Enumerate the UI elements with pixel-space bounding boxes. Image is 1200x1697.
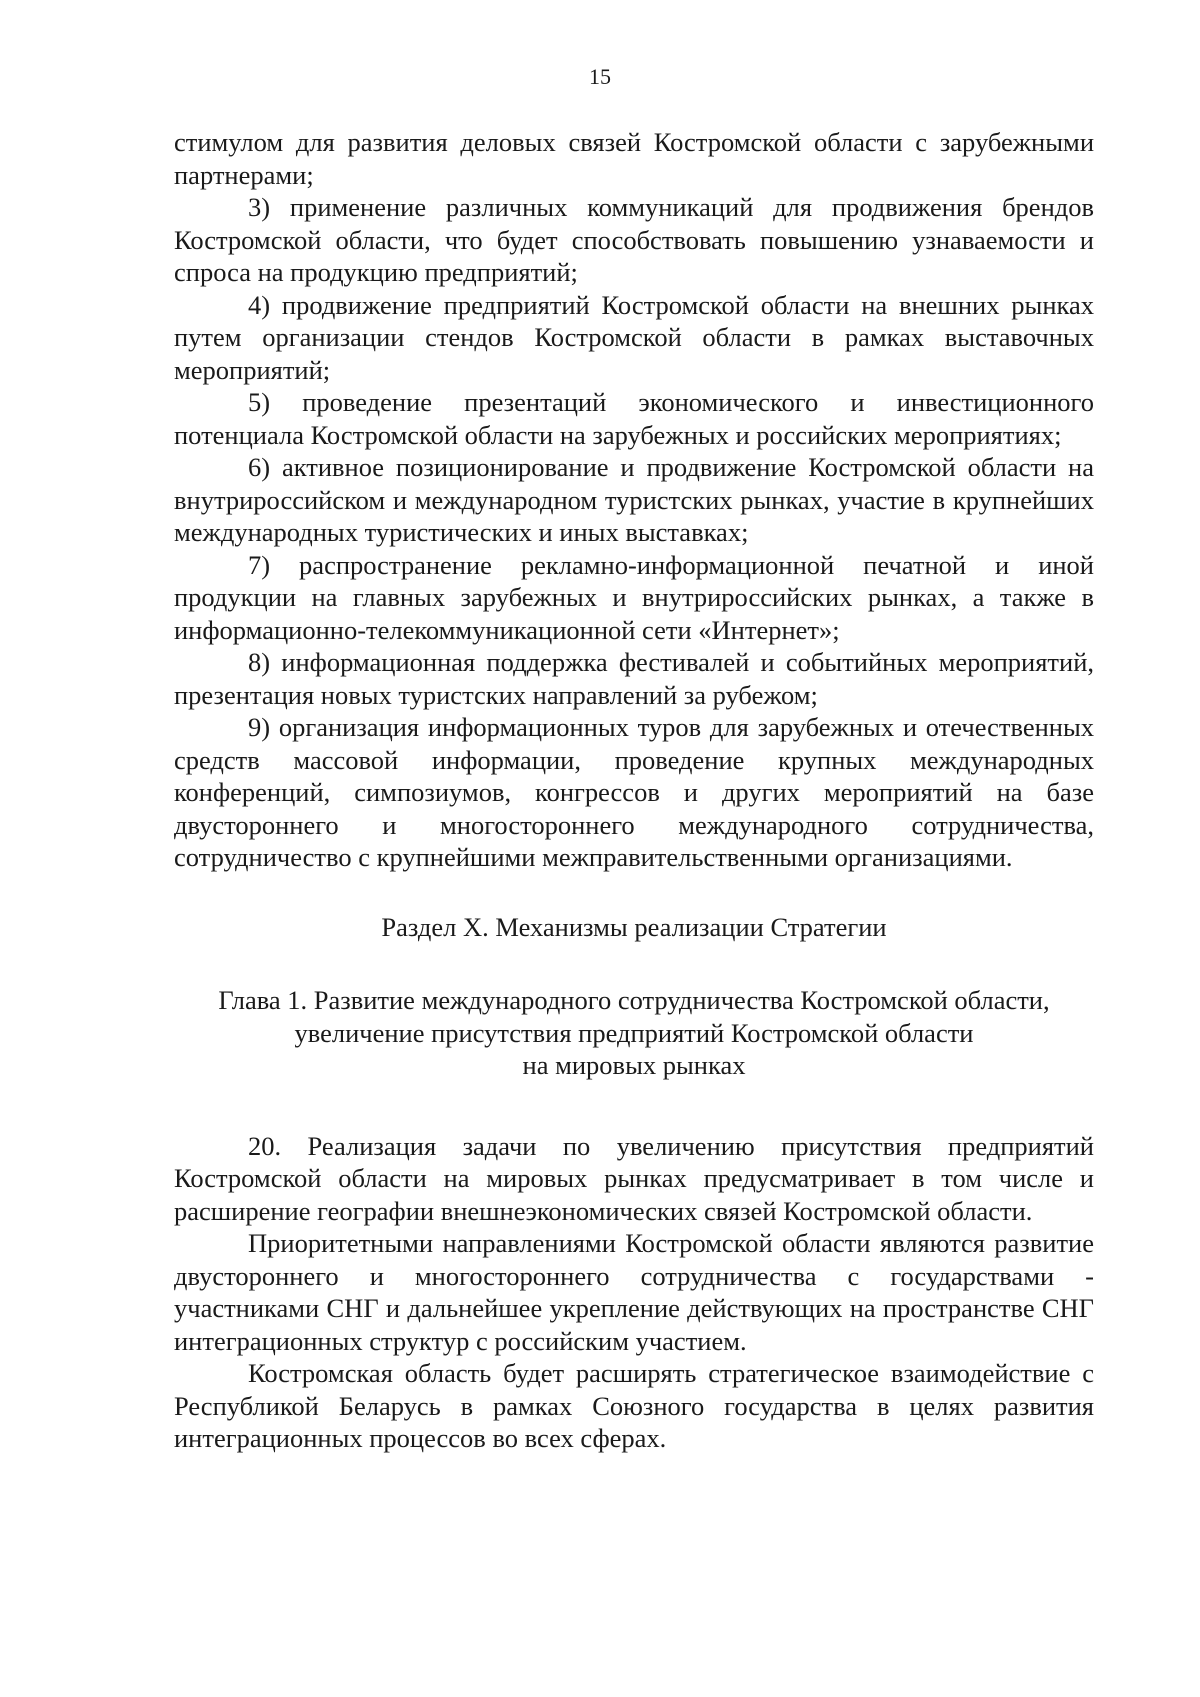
paragraph: Приоритетными направлениями Костромской области являются развитие двустороннего и многостороннего сотрудничества с государствами - участниками СНГ и дальнейшее укрепление действующих на пространстве СНГ интеграционных структур с российским участием. (174, 1228, 1094, 1356)
chapter-title (174, 984, 1094, 1082)
paragraph: 3) применение различных коммуникаций для продвижения брендов Костромской области, что будет способствовать повышению узнаваемости и спроса на продукцию предприятий; (174, 192, 1094, 287)
paragraph: стимулом для развития деловых связей Костромской области с зарубежными партнерами; (174, 127, 1094, 190)
page-number: 15 (589, 64, 611, 89)
paragraph: 20. Реализация задачи по увеличению присутствия предприятий Костромской области на мировых рынках предусматривает в том числе и расширение географии внешнеэкономических связей Костромской области. (174, 1130, 1094, 1226)
chapter-title-line: на мировых рынках (522, 1050, 746, 1080)
chapter-title-line: Глава 1. Развитие международного сотрудничества Костромской области, (218, 985, 1050, 1015)
paragraph: 8) информационная поддержка фестивалей и событийных мероприятий, презентация новых туристских направлений за рубежом; (174, 647, 1094, 710)
paragraphs-top (174, 126, 1094, 874)
paragraph: 5) проведение презентаций экономического и инвестиционного потенциала Костромской области на зарубежных и российских мероприятиях; (174, 387, 1094, 450)
paragraph: 9) организация информационных туров для зарубежных и отечественных средств массовой информации, проведение крупных международных конференций, симпозиумов, конгрессов и других мероприятий на базе двустороннего и многостороннего международного сотрудничества, сотрудничество с крупнейшими межправительственными организациями. (174, 712, 1094, 872)
paragraphs-bottom (174, 1130, 1094, 1455)
section-title: Раздел X. Механизмы реализации Стратегии (381, 911, 887, 942)
chapter-title-line: увеличение присутствия предприятий Костромской области (294, 1017, 974, 1048)
document-body (174, 126, 1094, 1455)
paragraph: 4) продвижение предприятий Костромской области на внешних рынках путем организации стендов Костромской области в рамках выставочных мероприятий; (174, 289, 1094, 385)
paragraph: 6) активное позиционирование и продвижение Костромской области на внутрироссийском и международном туристских рынках, участие в крупнейших международных туристических и иных выставках; (174, 452, 1094, 547)
paragraph: Костромская область будет расширять стратегическое взаимодействие с Республикой Беларусь в рамках Союзного государства в целях развития интеграционных процессов во всех сферах. (174, 1358, 1094, 1453)
paragraph: 7) распространение рекламно-информационной печатной и иной продукции на главных зарубежных и внутрироссийских рынках, а также в информационно-телекоммуникационной сети «Интернет»; (174, 549, 1094, 645)
